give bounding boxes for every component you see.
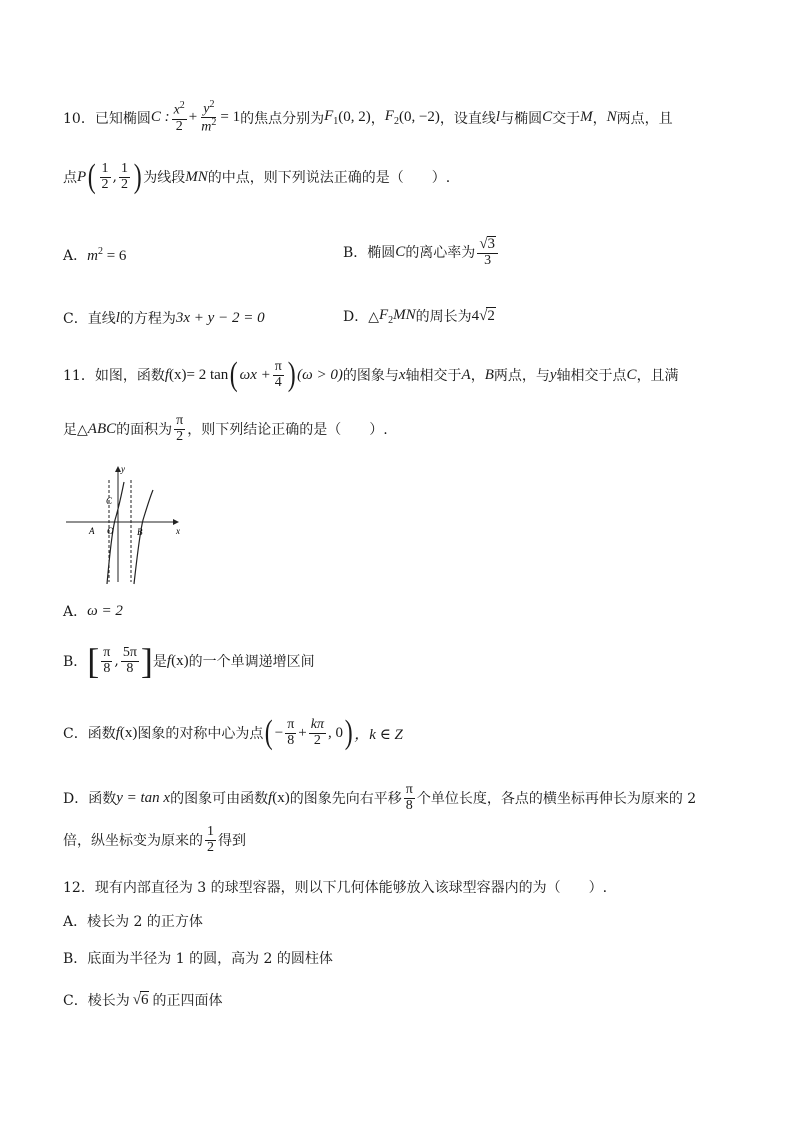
graph-label-y: y (121, 464, 125, 474)
q11-option-d-line1: D．函数 y = tan x 的图象可由函数 f (x) 的图象先向右平移 $\frac{\pi}{8}$ 个单位长度，各点的横坐标再伸长为原来的 2 (63, 782, 697, 813)
q11-stem-line1: 11．如图，函数 f (x) = 2 tan ( ωx + $\frac{\pi}{4}$ ) (ω > 0) 的图象与 x 轴相交于 A ， B 两点，与 y 轴相交于点 C ，且满 (63, 356, 679, 393)
q11-option-b: B． [ $\frac{\pi}{8}$ , $\frac{5\pi}{8}$ ] 是 f (x) 的一个单调递增区间 (63, 641, 315, 681)
x2-over-2: $\frac{x^2}{2}$ (173, 100, 185, 134)
q10-option-b: B．椭圆 C 的离心率为 √ 3 3 (343, 236, 500, 268)
q10-option-a: A． $m^2 = 6$ (63, 245, 127, 264)
graph-label-O: O (107, 526, 114, 536)
tangent-graph (63, 462, 188, 587)
graph-label-C: C (106, 496, 113, 506)
graph-label-x: x (176, 526, 180, 536)
q10-stem-line1: 10．已知椭圆 C : $\frac{x^2}{2}$ + $\frac{y^2}{m^2}$ = 1 的焦点分别为 $F_1$ (0, 2) ， $F_2$ (0, −2) ，设直线 l 与椭圆 C 交于 M ， N 两点，且 (63, 99, 673, 135)
q12-option-b: B．底面为半径为 1 的圆，高为 2 的圆柱体 (63, 951, 333, 967)
q12-stem: 12．现有内部直径为 3 的球型容器，则以下几何体能够放入该球型容器内的为（ ）. (63, 880, 608, 896)
q11-option-d-line2: 倍，纵坐标变为原来的 $\frac{1}{2}$ 得到 (63, 824, 246, 855)
graph-label-A: A (89, 526, 95, 536)
graph-label-B: B (137, 527, 143, 537)
y2-over-m2: $\frac{y^2}{m^2}$ (201, 99, 217, 135)
q12-option-c: C．棱长为 √ 6 的正四面体 (63, 992, 223, 1009)
q11-option-c: C．函数 f (x) 图象的对称中心为点 ( − $\frac{\pi}{8}$ + $\frac{k\pi}{2}$ , 0 ) ，k ∈ Z (63, 714, 403, 751)
q10-option-d: D．△ $F_2MN$ 的周长为 4 √ 2 (343, 306, 495, 326)
q11-stem-line2: 足△ ABC 的面积为 $\frac{\pi}{2}$ ，则下列结论正确的是（ ）. (63, 413, 388, 444)
curve-right (134, 490, 153, 584)
q10-stem-line2: 点 P ( $\frac{1}{2}$ , $\frac{1}{2}$ ) 为线段 MN 的中点，则下列说法正确的是（ ）. (63, 158, 451, 195)
q12-option-a: A．棱长为 2 的正方体 (63, 914, 203, 930)
q10-option-c: C．直线 l 的方程为 3x + y − 2 = 0 (63, 309, 265, 327)
q11-option-a: A． ω = 2 (63, 602, 123, 620)
